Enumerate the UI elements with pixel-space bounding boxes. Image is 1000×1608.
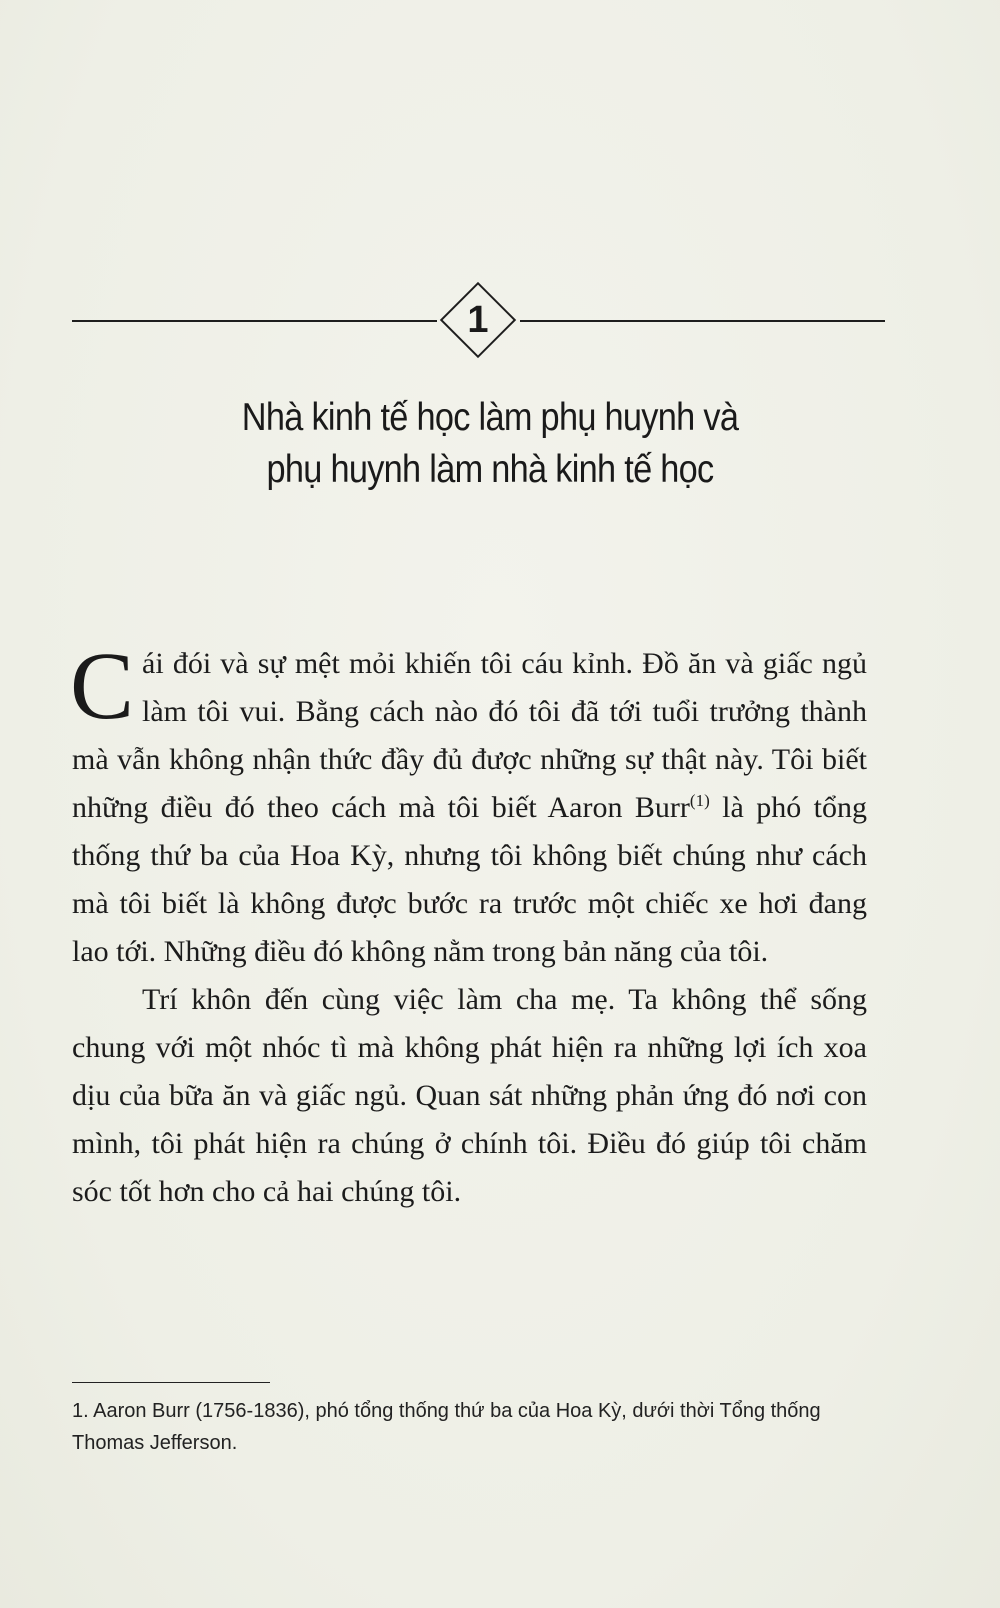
chapter-rule-right: [520, 320, 885, 322]
footnote-reference: (1): [689, 791, 710, 810]
paragraph-2: Trí khôn đến cùng việc làm cha mẹ. Ta không thể sống chung với một nhóc tì mà không phát hiện ra những lợi ích xoa dịu của bữa ăn và giấc ngủ. Quan sát những phản ứng đó nơi con mình, tôi phát hiện ra chúng ở chính tôi. Điều đó giúp tôi chăm sóc tốt hơn cho cả hai chúng tôi.: [72, 983, 867, 1208]
paragraph-1: [70, 632, 867, 976]
footnote: 1. Aaron Burr (1756-1836), phó tổng thống thứ ba của Hoa Kỳ, dưới thời Tổng thống Thomas Jefferson.: [72, 1400, 821, 1454]
chapter-title: [147, 392, 833, 496]
chapter-title-line-2: phụ huynh làm nhà kinh tế học: [266, 448, 714, 491]
body-text: [70, 632, 867, 1216]
footnote-divider: [72, 1382, 270, 1383]
chapter-title-line-1: Nhà kinh tế học làm phụ huynh và: [241, 396, 739, 439]
drop-cap: C: [70, 632, 135, 739]
paragraph-1-text-a: ái đói và sự mệt mỏi khiến tôi cáu kỉnh. Đồ ăn và giấc ngủ làm tôi vui. Bằng cách nào đó tôi đã tới tuổi trưởng thành mà vẫn không nhận thức đầy đủ được những sự thật này. Tôi biết những điều đó theo cách mà tôi biết Aaron Burr: [72, 647, 867, 824]
chapter-number: 1: [467, 299, 489, 341]
chapter-rule-left: [72, 320, 437, 322]
paragraph-1-text-b: là phó tổng thống thứ ba của Hoa Kỳ, nhưng tôi không biết chúng như cách mà tôi biết là không được bước ra trước một chiếc xe hơi đang lao tới. Những điều đó không nằm trong bản năng của tôi.: [72, 791, 867, 968]
